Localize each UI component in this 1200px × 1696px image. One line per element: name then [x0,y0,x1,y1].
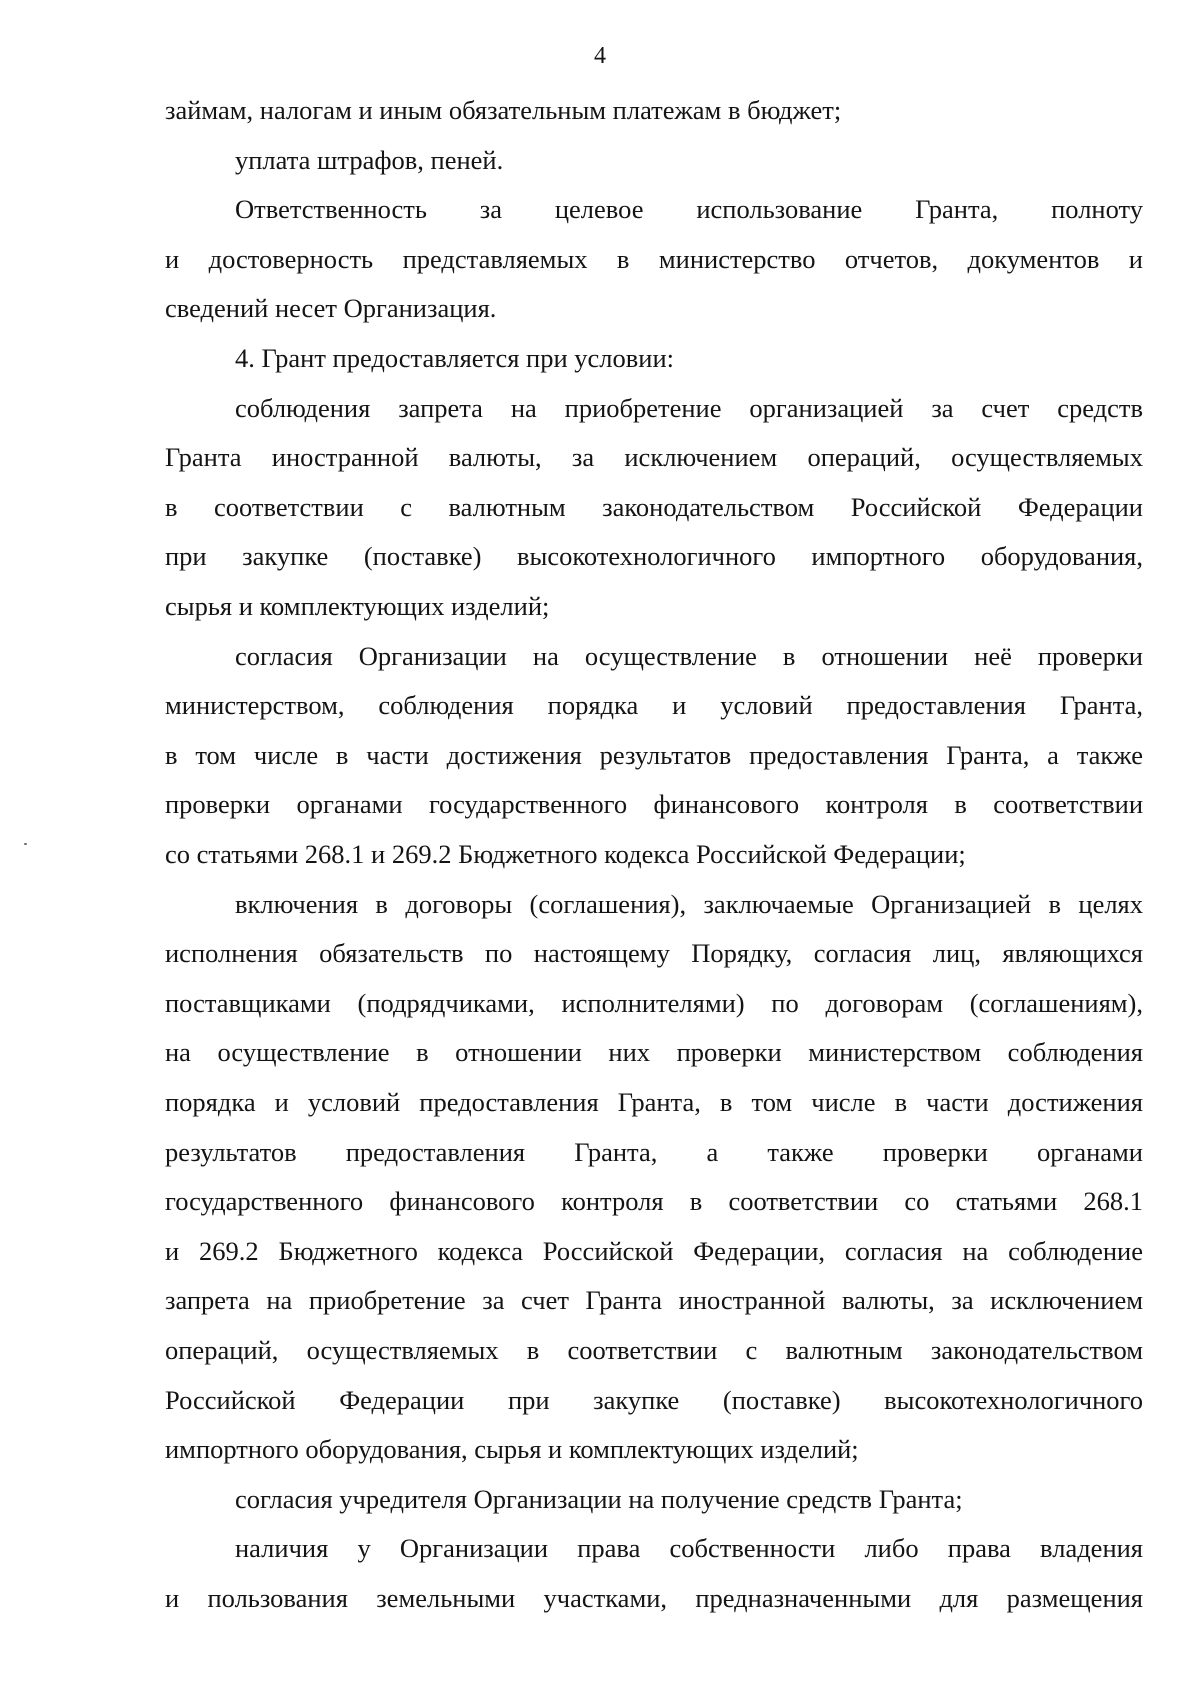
text-line: займам, налогам и иным обязательным платежам в бюджет; [165,95,842,125]
text-line: соблюдения запрета на приобретение организацией за счет средств [235,393,1143,423]
text-line: и пользования земельными участками, предназначенными для размещения [165,1583,1143,1613]
scan-artifact [24,843,27,845]
text-line: Российской Федерации при закупке (поставке) высокотехнологичного [165,1385,1143,1415]
text-line: Гранта иностранной валюты, за исключением операций, осуществляемых [165,442,1143,472]
text-line: результатов предоставления Гранта, а также проверки органами [165,1137,1143,1167]
text-line: исполнения обязательств по настоящему Порядку, согласия лиц, являющихся [165,938,1143,968]
text-line: проверки органами государственного финансового контроля в соответствии [165,789,1143,819]
text-line: и 269.2 Бюджетного кодекса Российской Федерации, согласия на соблюдение [165,1236,1143,1266]
text-line: согласия Организации на осуществление в отношении неё проверки [235,641,1143,671]
text-line: порядка и условий предоставления Гранта, в том числе в части достижения [165,1087,1143,1117]
text-line: в том числе в части достижения результатов предоставления Гранта, а также [165,740,1143,770]
text-line: государственного финансового контроля в соответствии со статьями 268.1 [165,1186,1143,1216]
text-line: согласия учредителя Организации на получение средств Гранта; [235,1484,963,1514]
text-line: сырья и комплектующих изделий; [165,591,550,621]
text-line: уплата штрафов, пеней. [235,145,504,175]
text-line: на осуществление в отношении них проверки министерством соблюдения [165,1037,1143,1067]
text-line: наличия у Организации права собственности либо права владения [235,1533,1143,1563]
text-line: 4. Грант предоставляется при условии: [235,343,674,373]
text-line: импортного оборудования, сырья и комплектующих изделий; [165,1434,859,1464]
text-line: со статьями 268.1 и 269.2 Бюджетного кодекса Российской Федерации; [165,839,966,869]
text-line: запрета на приобретение за счет Гранта иностранной валюты, за исключением [165,1285,1143,1315]
text-line: операций, осуществляемых в соответствии с валютным законодательством [165,1335,1143,1365]
text-line: министерством, соблюдения порядка и условий предоставления Гранта, [165,690,1143,720]
text-line: Ответственность за целевое использование Гранта, полноту [235,194,1143,224]
page-number: 4 [594,43,606,69]
text-line: включения в договоры (соглашения), заключаемые Организацией в целях [235,889,1143,919]
text-line: и достоверность представляемых в министерство отчетов, документов и [165,244,1143,274]
text-line: в соответствии с валютным законодательством Российской Федерации [165,492,1143,522]
text-line: поставщиками (подрядчиками, исполнителями) по договорам (соглашениям), [165,988,1143,1018]
text-line: сведений несет Организация. [165,293,497,323]
text-line: при закупке (поставке) высокотехнологичного импортного оборудования, [165,541,1143,571]
